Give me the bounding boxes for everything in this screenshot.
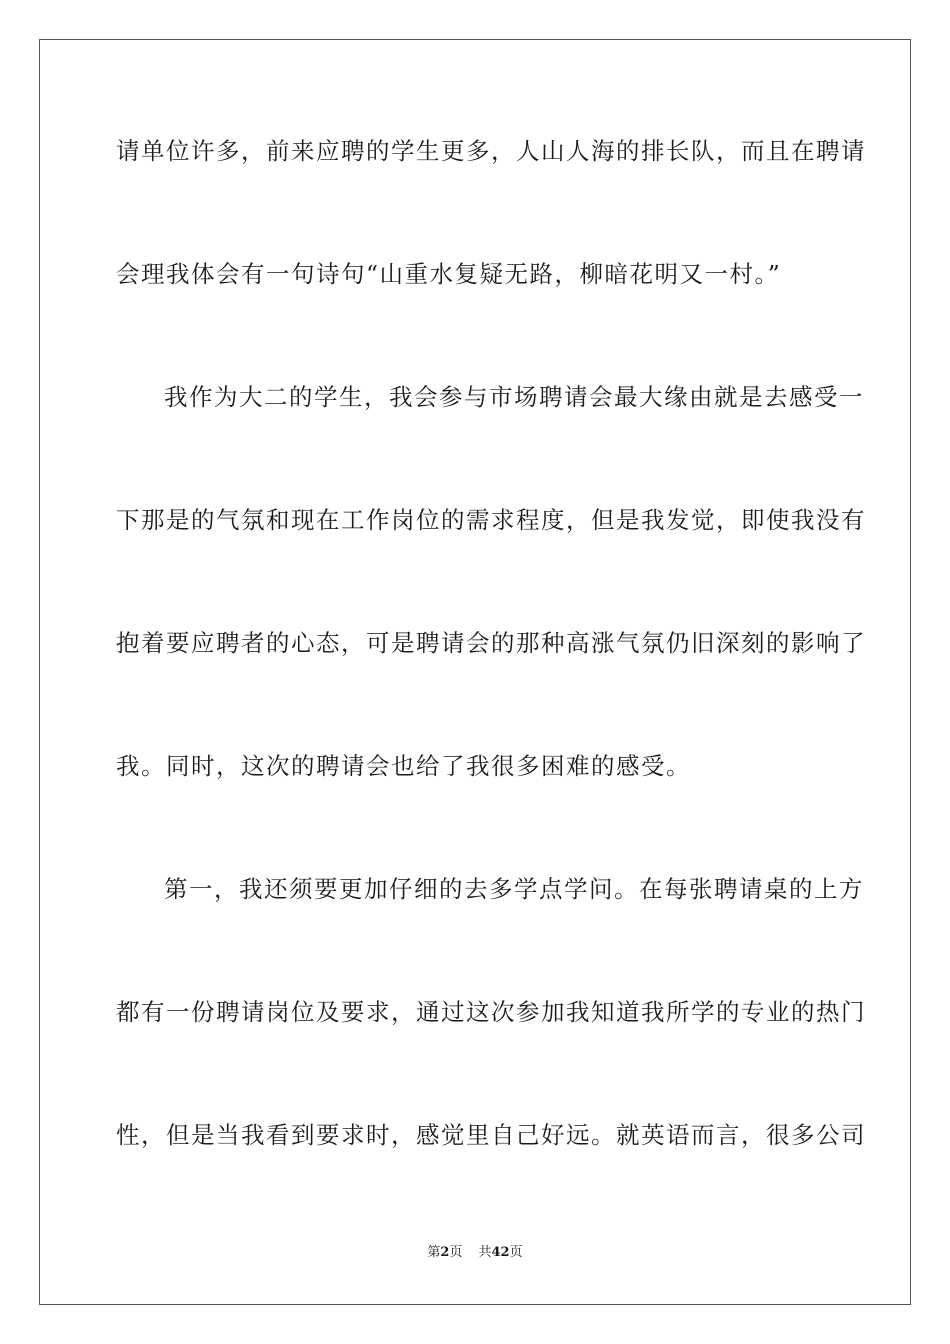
page-prefix: 第 [427, 1245, 441, 1260]
page-number: 2 [440, 1245, 450, 1260]
text-line-9: 性，但是当我看到要求时，感觉里自己好远。就英语而言，很多公司 [116, 1121, 866, 1149]
text-line-7: 第一，我还须要更加仔细的去多学点学问。在每张聘请桌的上方 [164, 875, 864, 903]
text-line-8: 都有一份聘请岗位及要求，通过这次参加我知道我所学的专业的热门 [116, 998, 866, 1026]
page-suffix: 页 [449, 1245, 463, 1260]
text-line-1: 请单位许多，前来应聘的学生更多，人山人海的排长队，而且在聘请 [116, 137, 866, 165]
page-footer [0, 1245, 950, 1261]
total-prefix: 共 [478, 1245, 492, 1260]
text-line-5: 抱着要应聘者的心态，可是聘请会的那种高涨气氛仍旧深刻的影响了 [116, 629, 866, 657]
total-pages: 42 [491, 1245, 510, 1260]
text-line-3: 我作为大二的学生，我会参与市场聘请会最大缘由就是去感受一 [164, 383, 864, 411]
text-line-4: 下那是的气氛和现在工作岗位的需求程度，但是我发觉，即使我没有 [116, 506, 866, 534]
text-line-6: 我。同时，这次的聘请会也给了我很多困难的感受。 [116, 752, 691, 780]
total-suffix: 页 [509, 1245, 523, 1260]
page-border [39, 39, 911, 1305]
text-line-2: 会理我体会有一句诗句“山重水复疑无路，柳暗花明又一村。” [116, 260, 782, 288]
